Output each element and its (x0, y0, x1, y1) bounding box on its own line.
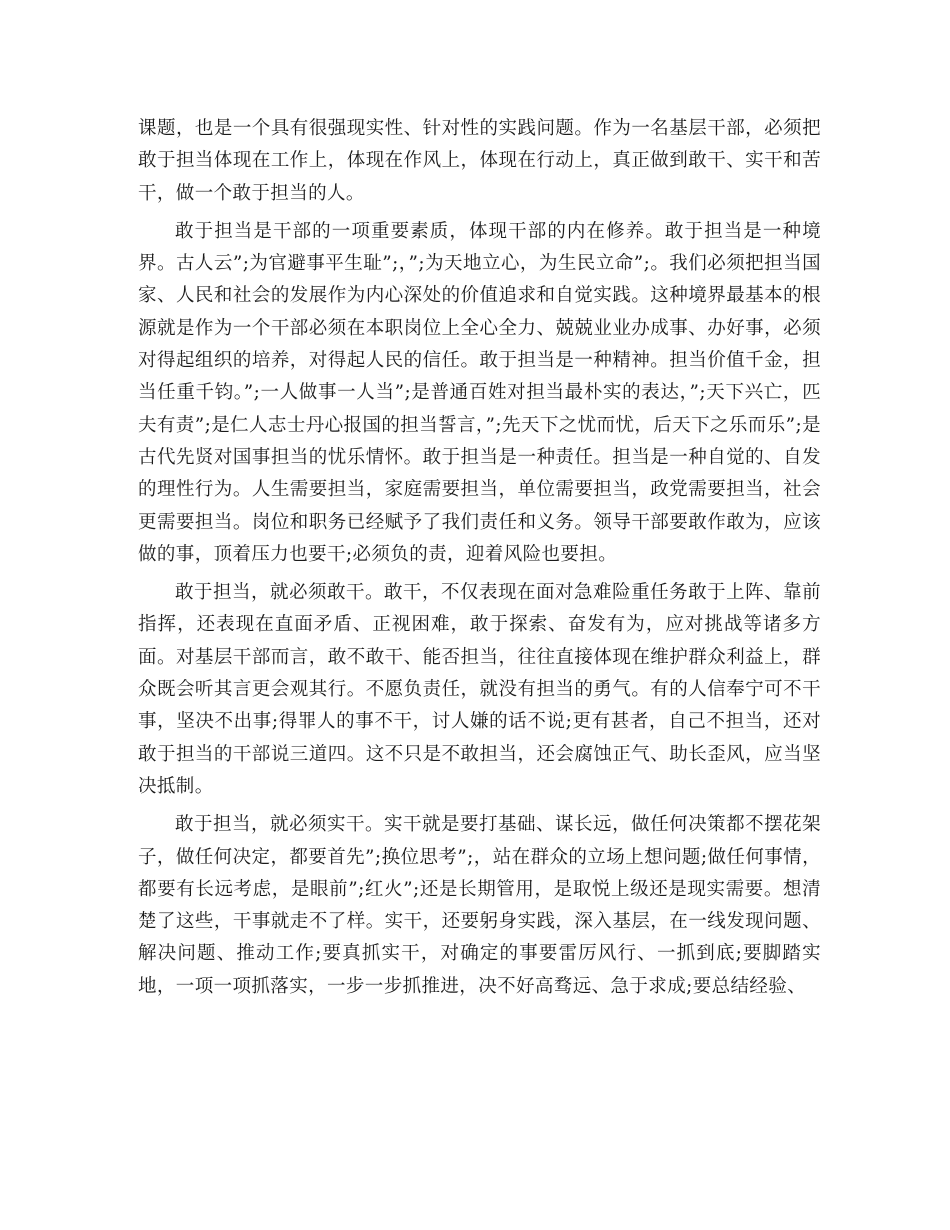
document-body (138, 113, 821, 1009)
paragraph-4: 敢于担当，就必须实干。实干就是要打基础、谋长远，做任何决策都不摆花架子，做任何决定，都要首先”;换位思考”;，站在群众的立场上想问题;做任何事情，都要有长远考虑，是眼前”;红火”;还是长期管用，是取悦上级还是现实需要。想清楚了这些，干事就走不了样。实干，还要躬身实践，深入基层，在一线发现问题、解决问题、推动工作;要真抓实干，对确定的事要雷厉风行、一抓到底;要脚踏实地，一项一项抓落实，一步一步抓推进，决不好高骛远、急于求成;要总结经验、 (138, 814, 821, 997)
paragraph-1: 课题，也是一个具有很强现实性、针对性的实践问题。作为一名基层干部，必须把敢于担当体现在工作上，体现在作风上，体现在行动上，真正做到敢干、实干和苦干，做一个敢于担当的人。 (138, 118, 821, 204)
paragraph-2: 敢于担当是干部的一项重要素质，体现干部的内在修养。敢于担当是一种境界。古人云”;为官避事平生耻”;，”;为天地立心，为生民立命”;。我们必须把担当国家、人民和社会的发展作为内心深处的价值追求和自觉实践。这种境界最基本的根源就是作为一个干部必须在本职岗位上全心全力、兢兢业业办成事、办好事，必须对得起组织的培养，对得起人民的信任。敢于担当是一种精神。担当价值千金，担当任重千钧。”;一人做事一人当”;是普通百姓对担当最朴实的表达，”;天下兴亡，匹夫有责”;是仁人志士丹心报国的担当誓言，”;先天下之忧而忧，后天下之乐而乐”;是古代先贤对国事担当的忧乐情怀。敢于担当是一种责任。担当是一种自觉的、自发的理性行为。人生需要担当，家庭需要担当，单位需要担当，政党需要担当，社会更需要担当。岗位和职务已经赋予了我们责任和义务。领导干部要敢作敢为，应该做的事，顶着压力也要干;必须负的责，迎着风险也要担。 (138, 220, 821, 565)
paragraph-3: 敢于担当，就必须敢干。敢干，不仅表现在面对急难险重任务敢于上阵、靠前指挥，还表现在直面矛盾、正视困难，敢于探索、奋发有为，应对挑战等诸多方面。对基层干部而言，敢不敢干、能否担当，往往直接体现在维护群众利益上，群众既会听其言更会观其行。不愿负责任，就没有担当的勇气。有的人信奉宁可不干事，坚决不出事;得罪人的事不干，讨人嫌的话不说;更有甚者，自己不担当，还对敢于担当的干部说三道四。这不只是不敢担当，还会腐蚀正气、助长歪风，应当坚决抵制。 (138, 582, 821, 797)
